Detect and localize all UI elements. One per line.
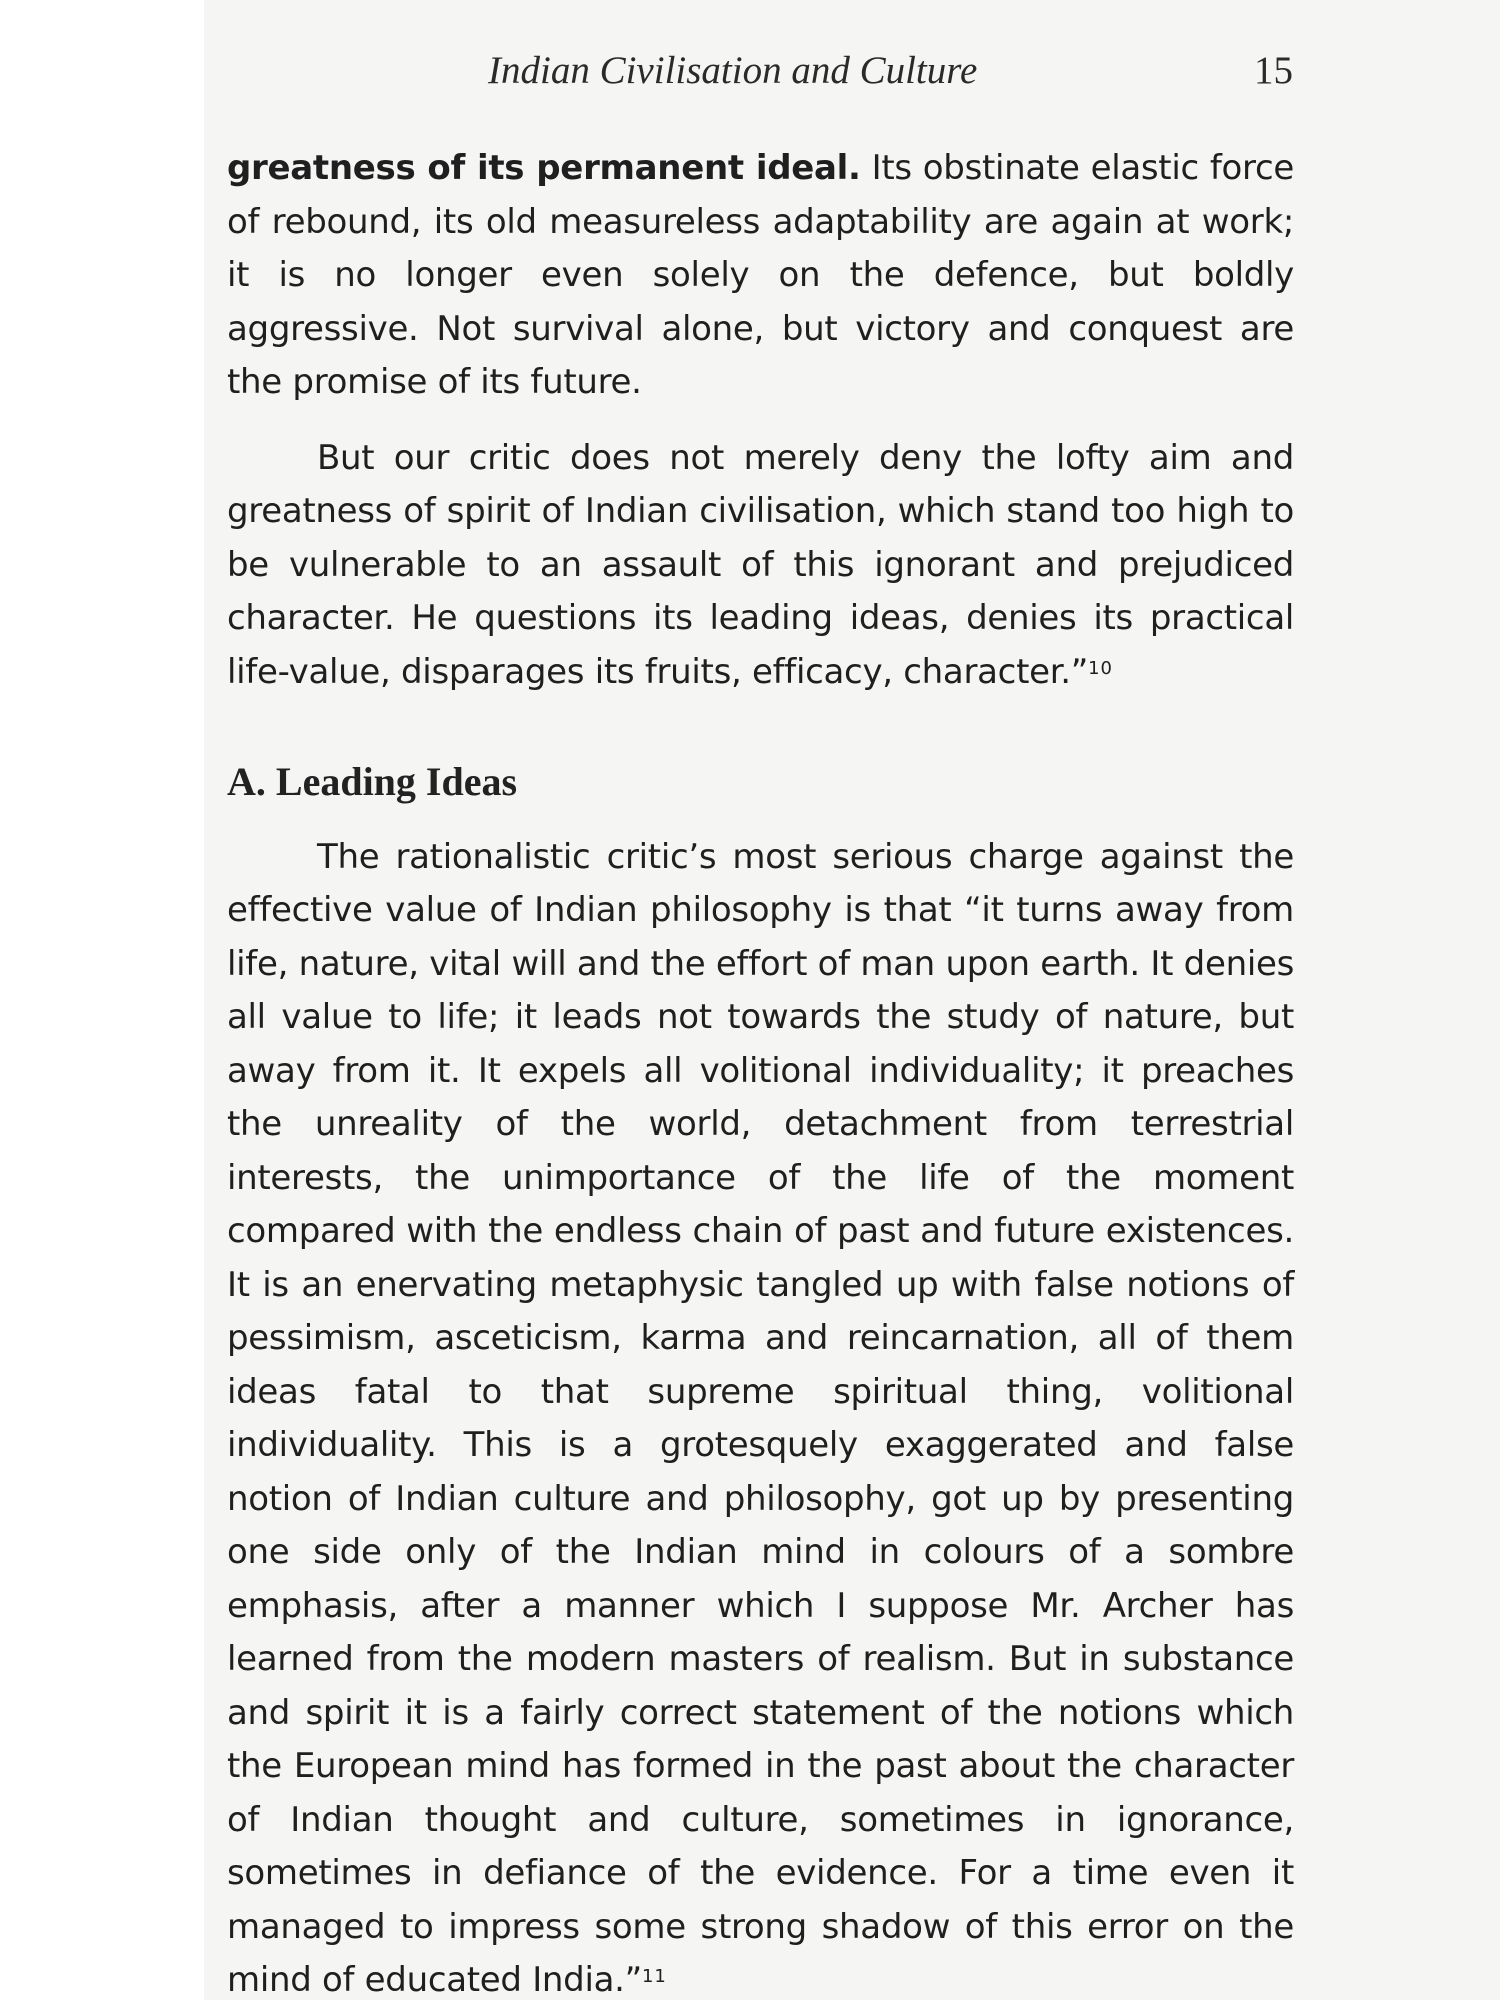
book-page: [204, 0, 1500, 2000]
paragraph: [227, 432, 1294, 700]
running-title: Indian Civilisation and Culture: [488, 49, 978, 92]
paragraph-text: Its obstinate elastic force of rebound, its old measureless adaptability are again at work; it is no longer even solely on the defence, but boldly aggressive. Not survival alone, but victory and conquest are the promise of its future.: [227, 148, 1294, 402]
page-number: 15: [1254, 49, 1293, 92]
paragraph-text: But our critic does not merely deny the lofty aim and greatness of spirit of Indian civilisation, which stand too high to be vulnerable to an assault of this ignorant and prejudiced character. He questions its leading ideas, denies its practical life-value, disparages its fruits, efficacy, character.”: [227, 437, 1294, 692]
page-body: [227, 142, 1294, 2008]
paragraph-text: The rationalistic critic’s most serious charge against the effective value of Indian philosophy is that “it turns away from life, nature, vital will and the effort of man upon earth. It denies all value to life; it leads not towards the study of nature, but away from it. It expels all volitional individuality; it preaches the unreality of the world, detachment from terrestrial interests, the unimportance of the life of the moment compared with the endless chain of past and future existences. It is an enervating metaphysic tangled up with false notions of pessimism, asceticism, karma and reincarnation, all of them ideas fatal to that supreme spiritual thing, volitional individuality. This is a grotesquely exaggerated and false notion of Indian culture and philosophy, got up by presenting one side only of the Indian mind in colours of a sombre emphasis, after a manner which I suppose Mr. Archer has learned from the modern masters of realism. But in substance and spirit it is a fairly correct statement of the notions which the European mind has formed in the past about the character of Indian thought and culture, sometimes in ignorance, sometimes in defiance of the evidence. For a time even it managed to impress some strong shadow of this error on the mind of educated India.”: [227, 836, 1294, 2000]
paragraph: [227, 831, 1294, 2008]
paragraph-continued: [227, 142, 1294, 410]
page-header: [204, 48, 1500, 98]
footnote-reference: 10: [1088, 657, 1113, 679]
paragraph-bold-lead: greatness of its permanent ideal.: [227, 148, 861, 188]
section-heading: A. Leading Ideas: [227, 759, 518, 804]
footnote-reference: 11: [641, 1966, 667, 1987]
